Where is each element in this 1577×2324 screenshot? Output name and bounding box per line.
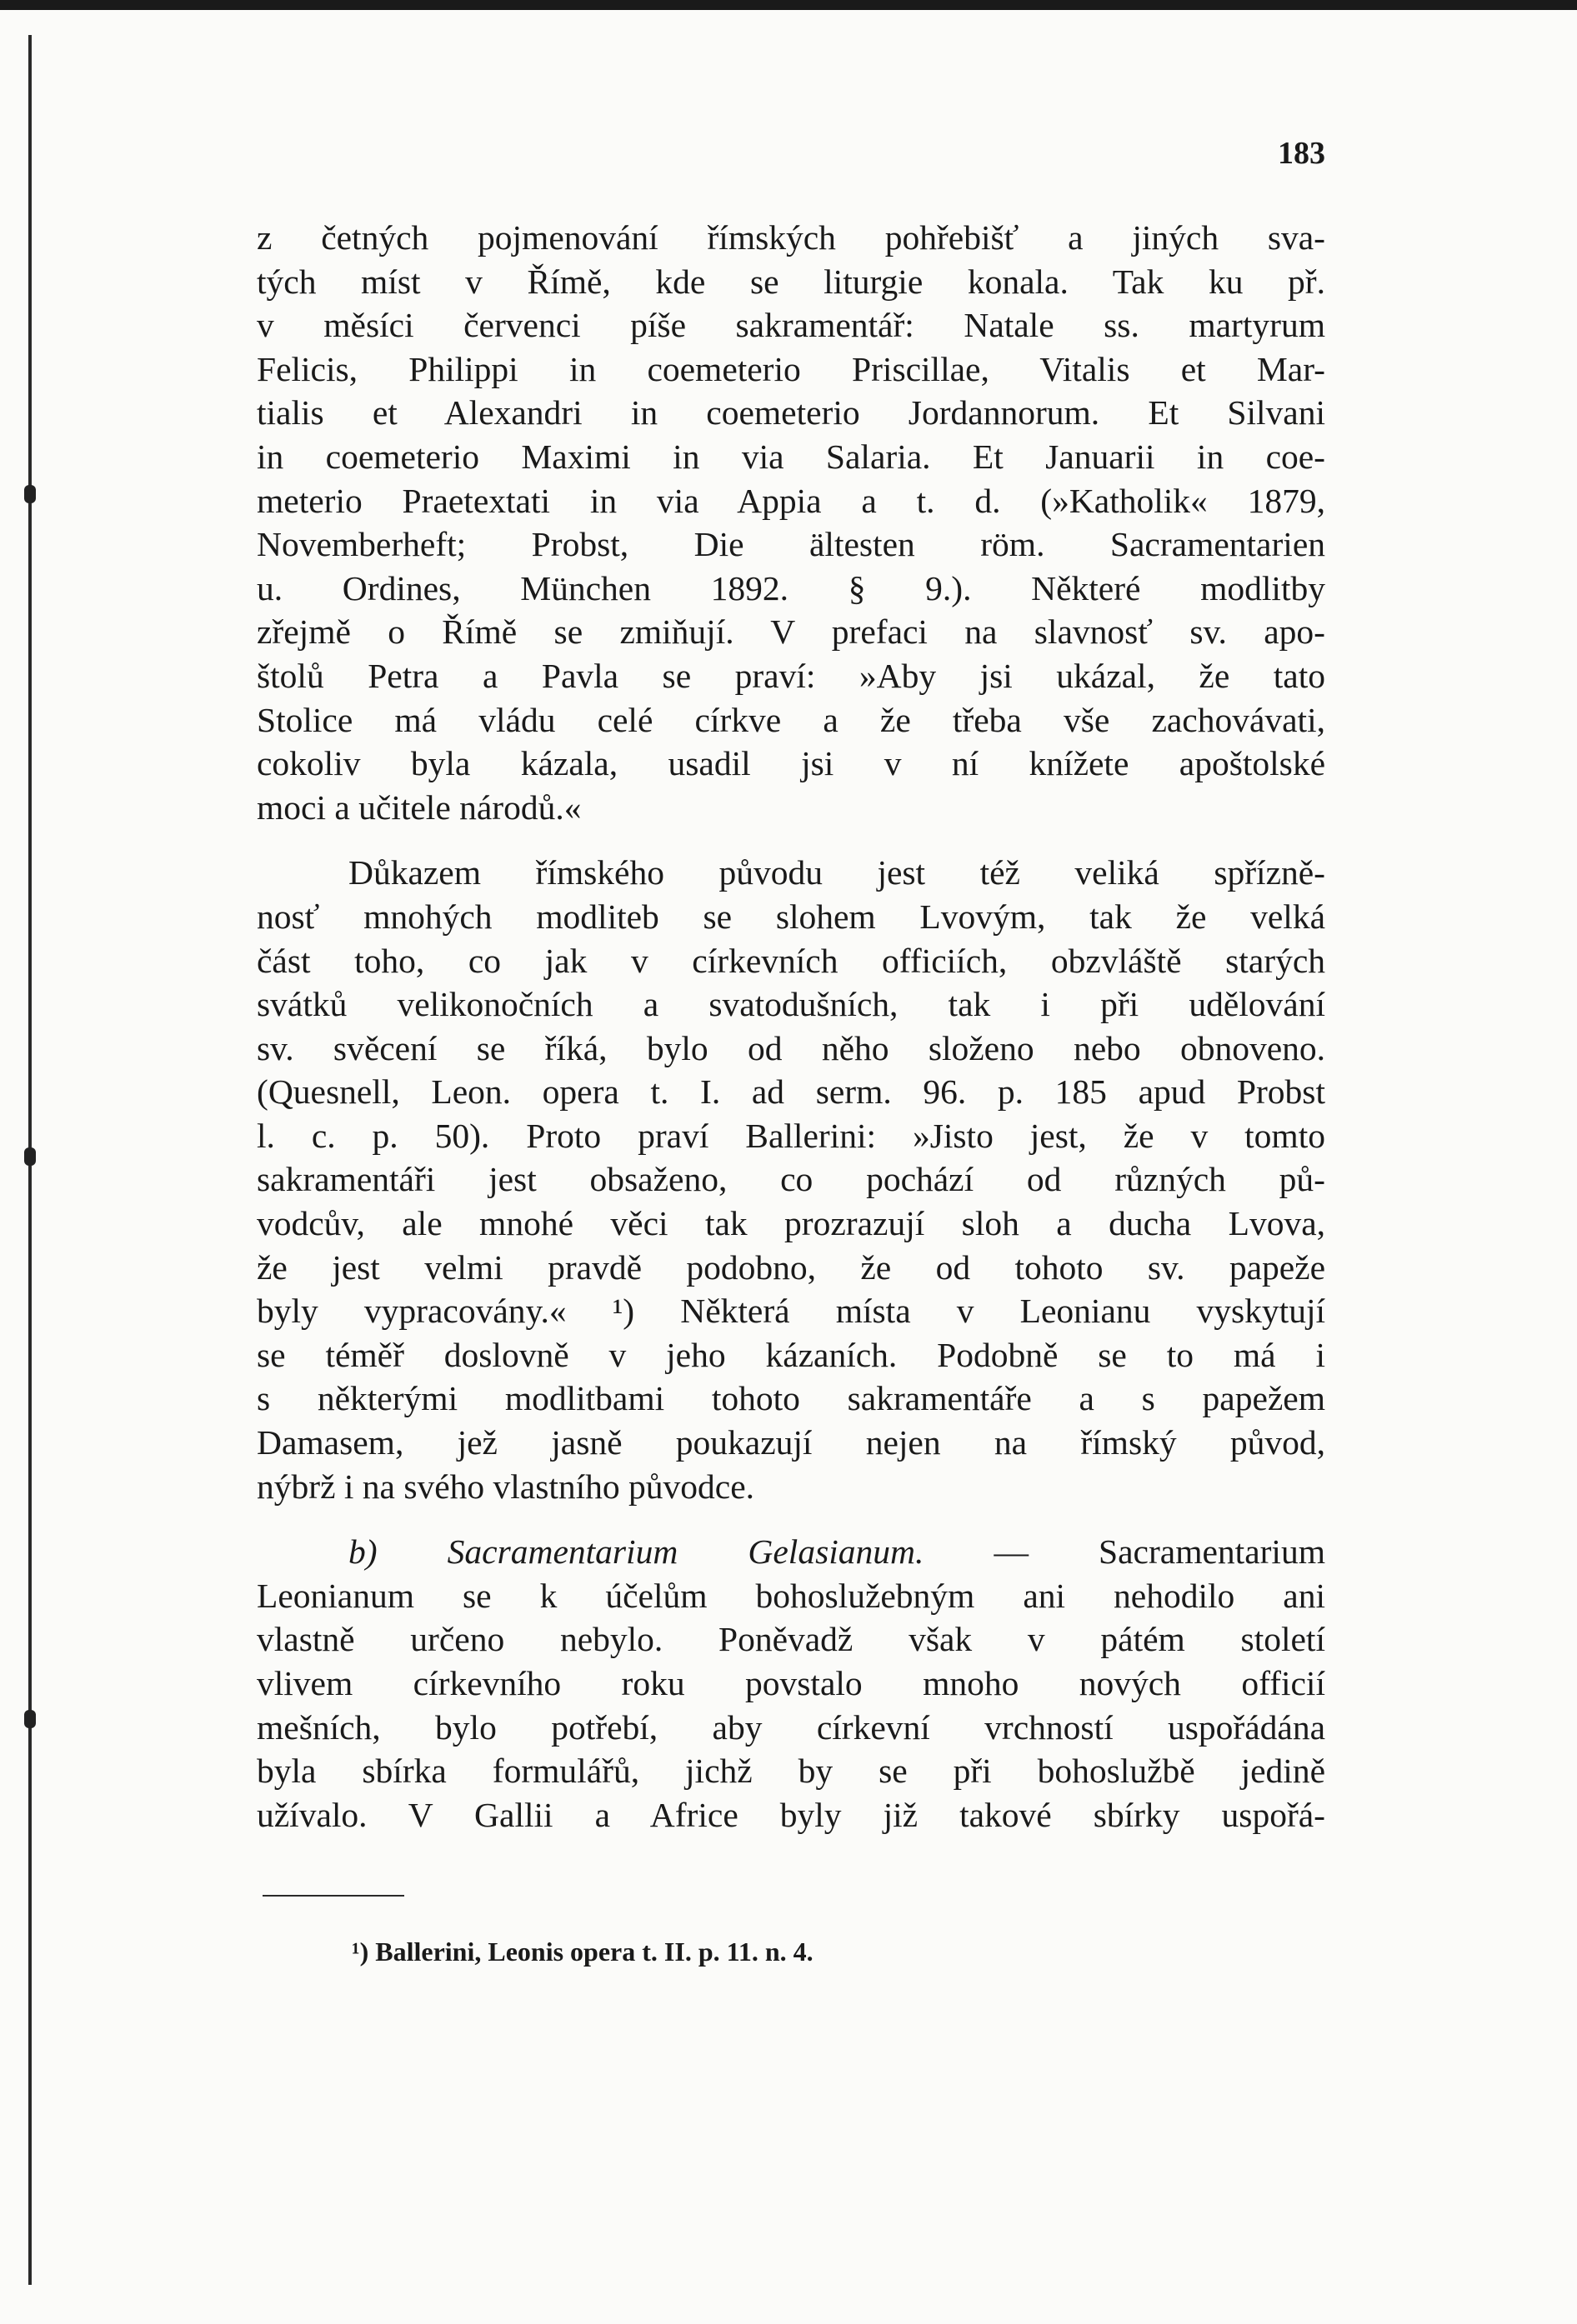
text-line: tých míst v Římě, kde se liturgie konala. Tak ku př. (257, 262, 1325, 301)
footnote-marker: ¹) (352, 1937, 369, 1967)
text-line: tialis et Alexandri in coemeterio Jordannorum. Et Silvani (257, 393, 1325, 432)
body-text (257, 216, 1325, 1837)
text-line: Stolice má vládu celé církve a že třeba vše zachovávati, (257, 700, 1325, 739)
text-line: se téměř doslovně v jeho kázaních. Podobně se to má i (257, 1335, 1325, 1374)
text-line: meterio Praetextati in via Appia a t. d. (»Katholik« 1879, (257, 481, 1325, 520)
text-line: u. Ordines, München 1892. § 9.). Některé modlitby (257, 568, 1325, 607)
text-line: Novemberheft; Probst, Die ältesten röm. Sacramentarien (257, 525, 1325, 564)
text-fragment: — Sacramentarium (924, 1532, 1325, 1572)
text-line: vlivem církevního roku povstalo mnoho nových officií (257, 1664, 1325, 1702)
text-line: l. c. p. 50). Proto praví Ballerini: »Jisto jest, že v tomto (257, 1116, 1325, 1155)
text-line: byly vypracovány.« ¹) Některá místa v Leonianu vyskytují (257, 1292, 1325, 1331)
text-line: (Quesnell, Leon. opera t. I. ad serm. 96. p. 185 apud Probst (257, 1072, 1325, 1112)
paragraph-1 (257, 216, 1325, 829)
footnote-text: Ballerini, Leonis opera t. II. p. 11. n. 4. (375, 1937, 814, 1967)
paragraph-3 (257, 1530, 1325, 1837)
text-line: Leonianum se k účelům bohoslužebným ani nehodilo ani (257, 1576, 1325, 1615)
text-line: Důkazem římského původu jest též veliká spřízně- (348, 853, 1325, 892)
text-line: štolů Petra a Pavla se praví: »Aby jsi ukázal, že tato (257, 656, 1325, 695)
text-line: z četných pojmenování římských pohřebišť a jiných sva- (257, 218, 1325, 257)
paragraph-2 (257, 851, 1325, 1508)
paragraph-spacer (257, 829, 1325, 851)
text-line: že jest velmi pravdě podobno, že od tohoto sv. papeže (257, 1247, 1325, 1287)
text-line: vlastně určeno nebylo. Poněvadž však v pátém století (257, 1620, 1325, 1659)
footnote (352, 1935, 1269, 1968)
text-line: v měsíci červenci píše sakramentář: Natale ss. martyrum (257, 306, 1325, 345)
text-line: cokoliv byla kázala, usadil jsi v ní knížete apoštolské (257, 744, 1325, 783)
text-line: s některými modlitbami tohoto sakramentáře a s papežem (257, 1379, 1325, 1418)
scan-mark (24, 1147, 36, 1166)
text-line: nosť mnohých modliteb se slohem Lvovým, tak že velká (257, 897, 1325, 936)
text-line: část toho, co jak v církevních officiích, obzvláště starých (257, 941, 1325, 980)
text-line: Felicis, Philippi in coemeterio Priscillae, Vitalis et Mar- (257, 349, 1325, 388)
text-line: užívalo. V Gallii a Africe byly již takové sbírky uspořá- (257, 1795, 1325, 1834)
section-heading: b) Sacramentarium Gelasianum. (348, 1532, 924, 1572)
text-line (257, 1530, 1325, 1574)
text-line: moci a učitele národů.« (257, 787, 582, 827)
text-line: in coemeterio Maximi in via Salaria. Et Januarii in coe- (257, 437, 1325, 476)
footnote-separator (263, 1895, 404, 1897)
scan-mark (24, 485, 36, 503)
text-line: mešních, bylo potřebí, aby církevní vrchností uspořádána (257, 1707, 1325, 1747)
text-line: byla sbírka formulářů, jichž by se při bohoslužbě jedině (257, 1752, 1325, 1791)
page-number: 183 (1278, 136, 1325, 171)
text-line: vodcův, ale mnohé věci tak prozrazují sloh a ducha Lvova, (257, 1204, 1325, 1243)
text-line: Damasem, jež jasně poukazují nejen na římský původ, (257, 1423, 1325, 1462)
text-line: zřejmě o Římě se zmiňují. V prefaci na slavnosť sv. apo- (257, 612, 1325, 652)
scan-mark (24, 1710, 36, 1728)
text-line: sakramentáři jest obsaženo, co pochází od různých pů- (257, 1160, 1325, 1199)
text-line: sv. svěcení se říká, bylo od něho složeno nebo obnoveno. (257, 1028, 1325, 1067)
text-line: nýbrž i na svého vlastního původce. (257, 1467, 755, 1506)
paragraph-spacer (257, 1508, 1325, 1530)
text-line: svátků velikonočních a svatodušních, tak i při udělování (257, 985, 1325, 1024)
